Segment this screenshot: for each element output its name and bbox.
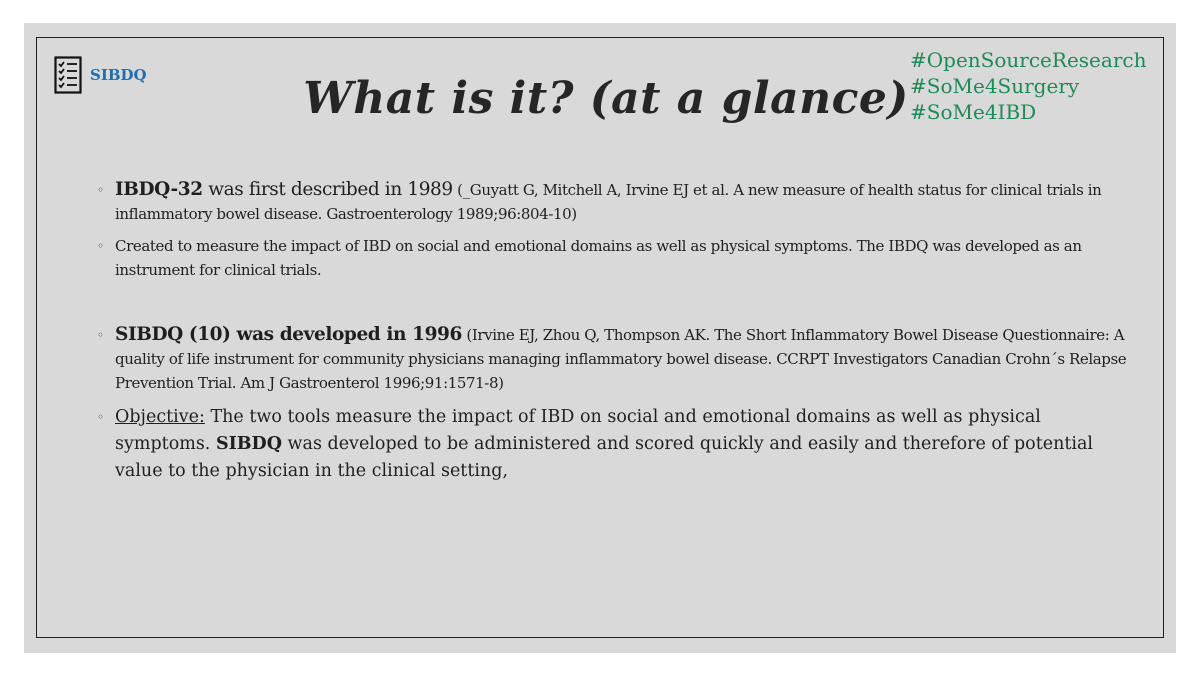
bullet-item xyxy=(97,323,1127,395)
bullet-marker: ◦ xyxy=(97,183,104,197)
logo-label: SIBDQ xyxy=(90,66,147,84)
bullet-item xyxy=(97,178,1127,226)
hashtag: #SoMe4IBD xyxy=(910,100,1037,124)
slide-background xyxy=(24,23,1176,653)
bullet-text: Created to measure the impact of IBD on social and emotional domains as well as physical symptoms. The IBDQ was developed as an instrument for clinical trials. xyxy=(115,237,1082,279)
slide-title: What is it? (at a glance) xyxy=(303,73,909,124)
objective-label: Objective: xyxy=(115,407,205,427)
slide-frame xyxy=(36,37,1164,638)
bullet-text: was first described in 1989 xyxy=(202,179,453,200)
hashtag: #OpenSourceResearch xyxy=(910,48,1147,72)
bullet-item xyxy=(97,234,1127,282)
bullet-text: was developed to be administered and scored quickly and easily and therefore of potential value to the physician in the clinical setting, xyxy=(115,434,1094,481)
bullet-reference: (_Guyatt G, Mitchell A, Irvine EJ et al. A new measure of health status for clinical trials in inflammatory bowel disease. Gastroenterology 1989;96:804-10) xyxy=(115,181,1102,223)
bullet-item xyxy=(97,404,1127,485)
bullet-marker: ◦ xyxy=(97,410,105,424)
bullet-list xyxy=(97,178,1127,485)
bullet-lead: IBDQ-32 xyxy=(115,179,203,200)
bullet-marker: ◦ xyxy=(97,239,104,253)
bullet-bold-term: SIBDQ xyxy=(215,434,282,454)
bullet-marker: ◦ xyxy=(97,328,104,342)
bullet-lead: SIBDQ (10) was developed in 1996 xyxy=(115,324,462,345)
bullet-text: The two tools measure the impact of IBD on social and emotional domains as well as physical symptoms. xyxy=(115,407,1041,454)
hashtag: #SoMe4Surgery xyxy=(910,74,1080,98)
hashtag-list xyxy=(910,47,1146,125)
bullet-reference: (Irvine EJ, Zhou Q, Thompson AK. The Short Inflammatory Bowel Disease Questionnaire: A quality of life instrument for community physicians managing inflammatory bowel disease. CCRPT Investigators Canadian Crohn´s Relapse Prevention Trial. Am J Gastroenterol 1996;91:1571-8) xyxy=(115,326,1127,392)
